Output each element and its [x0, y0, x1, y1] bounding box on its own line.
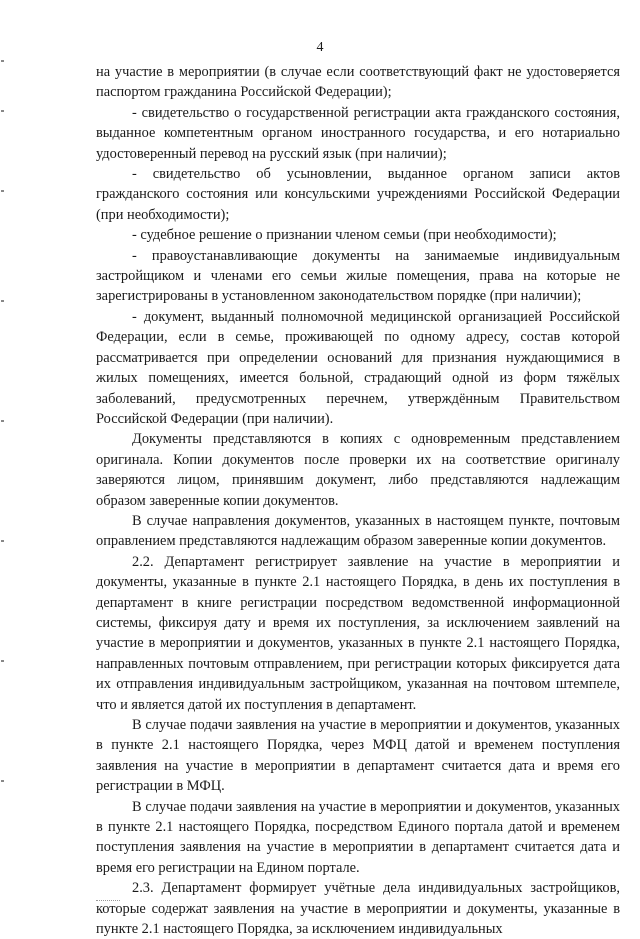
page-number: 4	[316, 40, 324, 55]
list-item: - свидетельство о государственной регистрации акта гражданского состояния, выданное компетентным органом иностранного государства, и его нотариально удостоверенный перевод на русский язык (при наличии);	[96, 104, 620, 162]
scan-margin-marks	[0, 0, 6, 905]
list-item: - свидетельство об усыновлении, выданное органом записи актов гражданского состояния или консульскими учреждениями Российской Федерации (при необходимости);	[96, 166, 620, 223]
footer-dots	[96, 899, 120, 901]
list-item: - правоустанавливающие документы на занимаемые индивидуальным застройщиком и членами его семьи жилые помещения, права на которые не зарегистрированы в установленном законодательством порядке (при наличии);	[96, 247, 620, 305]
paragraph: В случае подачи заявления на участие в мероприятии и документов, указанных в пункте 2.1 настоящего Порядка, через МФЦ датой и временем поступления заявления на участие в мероприятии в департамент считается дата и время его регистрации в МФЦ.	[96, 717, 620, 795]
paragraph: В случае направления документов, указанных в настоящем пункте, почтовым оправлением представляются надлежащим образом заверенные копии документов.	[96, 512, 620, 550]
paragraph: 2.2. Департамент регистрирует заявление на участие в мероприятии и документы, указанные в пункте 2.1 настоящего Порядка, в день их поступления в департамент в книге регистрации посредством ведомственной информационной системы, фиксируя дату и время их поступления, за исключением заявлений на участие в мероприятии и документов, указанных в пункте 2.1 настоящего Порядка, направленных почтовым отправлением, при регистрации которых фиксируется дата их отправления индивидуальным застройщиком, указанная на почтовом штемпеле, что и является датой их поступления в департамент.	[96, 553, 620, 713]
paragraph: 2.3. Департамент формирует учётные дела индивидуальных застройщиков, которые содержат заявления на участие в мероприятии и документы, указанные в пункте 2.1 настоящего Порядка, за исключением индивидуальных	[96, 880, 620, 938]
paragraph: Документы представляются в копиях с одновременным представлением оригинала. Копии документов после проверки их на соответствие оригиналу заверяются лицом, принявшим документ, либо представляются надлежащим образом заверенные копии документов.	[96, 431, 620, 509]
list-item: - судебное решение о признании членом семьи (при необходимости);	[132, 227, 557, 244]
paragraph: на участие в мероприятии (в случае если соответствующий факт не удостоверяется паспортом гражданина Российской Федерации);	[96, 64, 620, 101]
document-body	[96, 62, 620, 939]
paragraph: В случае подачи заявления на участие в мероприятии и документов, указанных в пункте 2.1 настоящего Порядка, посредством Единого портала датой и временем поступления заявления на участие в мероприятии в департамент считается дата и время его регистрации на Едином портале.	[96, 798, 620, 876]
list-item: - документ, выданный полномочной медицинской организацией Российской Федерации, если в семье, проживающей по одному адресу, состав которой рассматривается при определении оснований для признания нуждающимися в жилых помещениях, имеется больной, страдающий одной из форм тяжёлых заболеваний, предусмотренных перечнем, утверждённым Правительством Российской Федерации (при наличии).	[96, 308, 620, 427]
